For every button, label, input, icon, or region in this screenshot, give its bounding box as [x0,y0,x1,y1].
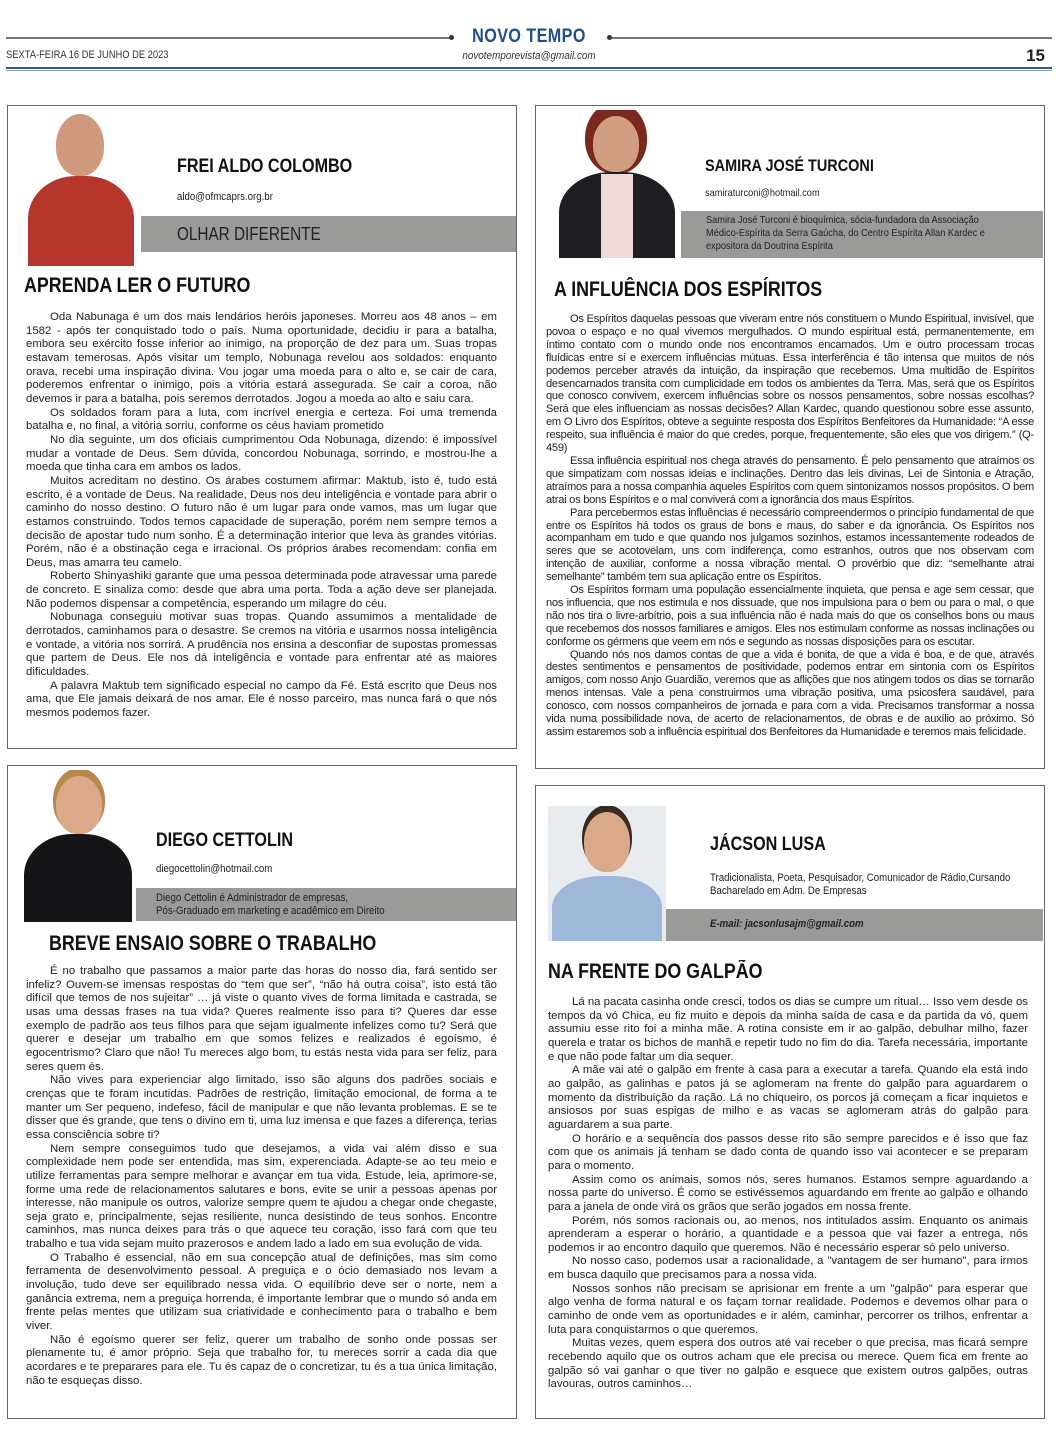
article-box-influencia [535,105,1045,769]
author-name: FREI ALDO COLOMBO [177,156,353,177]
paragraph: Não vives para experienciar algo limitado, isso são alguns dos padrões sociais e crenças que te foram incutidas. Padrões de restrição, limitação emocional, de forma a te manter um Ser pequeno, indefeso, fácil de manipular e que não levanta problemas. E se te disser que és grande, que tens o divino em ti, uma luz imensa e que fazes a diferença, terias essa consciência sobre ti? [26,1074,497,1141]
paragraph: Nobunaga conseguiu motivar suas tropas. Quando assumimos a mentalidade de derrotados, caminhamos para o desastre. Se cremos na vitória e usarmos nossa inteligência e vontade, a vitória nos sorrirá. A prudência nos ensina a desconfiar de supostas promessas que partem de Deus. Ele nos dá inteligência e vontade para enfrentar até as maiores dificuldades. [26,611,497,679]
paragraph: Os Espíritos formam uma população essencialmente inquieta, que pensa e age sem cessar, que nos influencia, que nos estimula e nos dissuade, que nos impulsiona para o bem ou para o mal, o que não nos tira o livre-arbítrio, pois a sua influência não é nada mais do que os conselhos bons ou maus que recebemos dos nossos familiares e amigos. Eles nos estimulam conforme as nossas inclinações ou conforme os gérmens que veem em nós e segundo as nossas disposições para os escutar. [546,584,1034,648]
article-body [26,965,497,1388]
header-band-thin [6,70,1052,71]
paragraph: Porém, nós somos racionais ou, ao menos, nos intitulados assim. Enquanto os animais aprenderam a esperar o horário, a quantidade e a pessoa que vai fazer a entrega, nós podemos ir ao encontro daquilo que queremos. Não é necessário esperar só pelo universo. [548,1214,1028,1254]
author-bio-line: Tradicionalista, Poeta, Pesquisador, Comunicador de Rádio,Cursando [710,872,1011,884]
author-bio-line: Médico-Espírita da Serra Gaúcha, do Centro Espírita Allan Kardec e [706,227,985,239]
paragraph: No nosso caso, podemos usar a racionalidade, a "vantagem de ser humano", para irmos em busca daquilo que precisamos para a nossa vida. [548,1255,1028,1282]
paragraph: Para percebermos estas influências é necessário compreendermos o princípio fundamental de que entre os Espíritos há todos os graus de bons e maus, do saber e da ignorância. Os Espíritos nos acompanham em tudo e que quando nos julgamos sozinhos, estamos incessantemente rodeados de seres que se acotovelam, uns com indiferença, como estranhos, outros que nos observam com intenção de auxiliar, conforme a nossa vibração mental. O provérbio que diz: “semelhante atrai semelhante” também tem sua aplicação entre os Espíritos. [546,506,1034,584]
article-title: NA FRENTE DO GALPÃO [548,960,763,983]
author-name: JÁCSON LUSA [710,834,826,855]
masthead: NOVO TEMPO [472,26,586,47]
author-email-bar [666,909,1043,941]
author-email: samiraturconi@hotmail.com [705,187,820,199]
paragraph: Muitas vezes, quem espera dos outros até vai receber o que precisa, mas ficará sempre recebendo aquilo que os outros acham que ele precisa ou merece. Quem fica em frente ao galpão só vai ganhar o que tiver no galpão e esquece que existem outros galpões, outras lavouras, outros caminhos… [548,1337,1028,1391]
paragraph: Roberto Shinyashiki garante que uma pessoa determinada pode atravessar uma parede de concreto. E sinaliza como: desde que abra uma porta. Toda a ação deve ser planejada. Não podemos dispensar a competência, esperando um milagre do céu. [26,570,497,610]
author-bio-line: Bacharelado em Adm. De Empresas [710,885,867,897]
paragraph: Nem sempre conseguimos tudo que desejamos, a vida vai além disso e sua complexidade nem pode ser entendida, mas sim, experenciada. Adapte-se ao teu meio e utilize ferramentas para sempre melhorar e avançar em tua vida. Estude, leia, aprimore-se, forme uma rede de relacionamentos salutares e bons, evite se unir a pessoas apenas por interesse, não manipule os outros, valorize sempre quem te ajudou a chegar onde chegaste, seja grato e, principalmente, sejas resiliente, nunca desistindo de teus sonhos. Encontre caminhos, mas nunca deixes para trás o que aquece teu coração, isso fará com que teu trabalho e tua vida sejam muito prazerosos e andem lado a lado em sua evolução de vida. [26,1142,497,1251]
paragraph: Assim como os animais, somos nós, seres humanos. Estamos sempre aguardando a nossa parte do universo. É como se estivéssemos aguardando em frente ao galpão e olhando para a janela de onde virá os grãos que serão jogados em nossa frente. [548,1173,1028,1213]
paragraph: Os Espíritos daquelas pessoas que viveram entre nós constituem o Mundo Espiritual, invisível, que povoa o espaço e no qual vivemos mergulhados. O mundo espiritual está, permanentemente, em íntimo contato com o mundo onde nos encontramos encarnados. Um e outro processam trocas fluídicas entre si e exercem influências mútuas. Essa interferência é tão intensa que muitos de nós podemos perceber através da intuição, da inspiração que recebemos. Uma multidão de Espíritos desencarnados transita com cumplicidade em todos os ambientes da Terra. Mas, será que os Espíritos que conosco convivem, exercem influências sobre os nossos pensamentos, sobre nossas escolhas? Será que eles influenciam as nossas decisões? Allan Kardec, quando questionou sobre esse assunto, em O Livro dos Espíritos, obteve a seguinte resposta dos Espíritos Benfeitores da Humanidade: “A esse respeito, sua influência é maior do que credes, porque, frequentemente, são eles que vos dirigem.” (Q-459) [546,313,1034,455]
author-bio-line: expositora da Doutrina Espírita [706,240,833,252]
author-photo [553,110,681,258]
paragraph: É no trabalho que passamos a maior parte das horas do nosso dia, fará sentido ser infeliz? Ouvem-se imensas respostas do “tem que ser”, “não há outra coisa”, isto está tão difícil que temos de nos sujeitar” … já viste o quanto vives de forma limitada e castrada, se usas uma dessas frases na tua vida? Queres realmente isso para ti? Queres dar esse exemplo de padrão aos teus filhos para que sejam igualmente infelizes como tu? Será que querer e desejar um trabalho em que somos felizes e realizados é egoísmo, é egocentrismo? Claro que não! Tu mereces algo bom, tu estás nesta vida para ser feliz, para seres quem és. [26,965,497,1073]
column-name: OLHAR DIFERENTE [177,224,321,244]
paragraph: Quando nós nos damos contas de que a vida é bonita, de que a vida é boa, e de que, através destes sentimentos e pensamentos de positividade, podemos entrar em sintonia com os Espíritos amigos, com nosso Anjo Guardião, veremos que as aflições que nos atingem todos os dias se tornarão menos intensas. Vale a pena construirmos uma vibração positiva, uma psicosfera saudável, para conosco, com nossos companheiros de jornada e para com a vida. Precisamos transformar a nossa vida numa possibilidade nova, de acerto de relacionamentos, de obras e de auxílio ao próximo. Só assim estaremos sob a influência espiritual dos Benfeitores da Humanidade e teremos mais felicidade. [546,648,1034,738]
paragraph: Oda Nabunaga é um dos mais lendários heróis japoneses. Morreu aos 48 anos – em 1582 - após ter conquistado todo o país. Numa oportunidade, decidiu ir para a batalha, embora seu exército fosse inferior ao inimigo, na proporção de dez para um. Suas tropas estavam temerosas. Após visitar um templo, Nobunaga revelou aos soldados: enquanto orava, recebi uma inspiração divina. Vou jogar uma moeda para o alto e, se cair de cara, poderemos enfrentar o inimigo, pois a vitória estará assegurada. Se cair a coroa, não devemos ir para a batalha, pois seremos derrotados. Jogou a moeda ao alto e saiu cara. [26,311,497,405]
paragraph: Muitos acreditam no destino. Os árabes costumem afirmar: Maktub, isto é, tudo está escrito, é a vontade de Deus. Na realidade, Deus nos deu inteligência e vontade para abrir o caminho do nosso destino. O futuro não é um lugar para onde vamos, mas um lugar que estamos construindo. Todos temos capacidade de superação, porém nem sempre temos a decisão de apostar tudo num sonho. É a determinação interior que leva às grandes vitórias. Porém, não é a obstinação cega e irracional. Os próprios árabes recomendam: confia em Deus, mas amarra teu camelo. [26,474,497,569]
article-title: A INFLUÊNCIA DOS ESPÍRITOS [554,278,823,301]
author-email: aldo@ofmcaprs.org.br [177,191,273,203]
author-bio [710,872,1051,898]
paragraph: A palavra Maktub tem significado especial no campo da Fé. Está escrito que Deus nos ama, que Ele jamais deixará de nos amar. Ele é nosso parceiro, mas nunca fará o que nós mesmos podemos fazer. [26,679,497,720]
article-box-trabalho [7,765,517,1419]
author-bio-bar [136,888,516,921]
article-title: BREVE ENSAIO SOBRE O TRABALHO [49,932,377,955]
paragraph: Os soldados foram para a luta, com incrível energia e certeza. Foi uma tremenda batalha e, no final, a vitória sorriu, conforme os céus haviam prometido [26,406,497,433]
paragraph: Não é egoísmo querer ser feliz, querer um trabalho de sonho onde possas ser plenamente tu, é amor próprio. Seja que trabalho for, tu mereces sorrir a cada dia que acordares e te preparares para ele. Tu és capaz de o concretizar, tu és a tua única limitação, não te esqueças disso. [26,1333,497,1387]
column-name-bar [141,216,516,252]
article-title: APRENDA LER O FUTURO [24,274,251,297]
author-name: SAMIRA JOSÉ TURCONI [705,156,874,175]
paragraph: O Trabalho é essencial, não em sua concepção atual de definições, mas sim como ferramenta de desenvolvimento pessoal. A preguiça e o ócio demasiado nos levam a involução, tudo deve ser equilibrado nessa vida. O equilíbrio deve ser o norte, nem a ganância extrema, nem a preguiça horrenda, é importante lembrar que o mundo só anda em frente pelas mentes que utilizam sua criatividade e conhecimento para o trabalho e bem viver. [26,1251,497,1333]
author-email: E-mail: jacsonlusajm@gmail.com [710,918,864,930]
author-bio-bar [681,211,1043,258]
article-box-galpao [535,785,1045,1419]
paragraph: O horário e a sequência dos passos desse rito são sempre parecidos e é isso que faz com que os animais já tenham se dado conta de quando isso vai acontecer e se preparam para o momento. [548,1132,1028,1172]
issue-date: SEXTA-FEIRA 16 DE JUNHO DE 2023 [6,49,169,61]
paragraph: Lá na pacata casinha onde cresci, todos os dias se cumpre um ritual… Isso vem desde os tempos da vó Chica, eu fiz muito e depois da minha saída de casa e da partida da vó, quem assumiu esse rito foi a minha mãe. A rotina consiste em ir ao galpão, debulhar milho, fazer querela e tratar os bichos de manhã e repetir tudo no fim do dia. Tarefa necessária, importante e que não pode faltar um dia sequer. [548,996,1028,1063]
author-email: diegocettolin@hotmail.com [156,863,273,875]
author-bio-line: Samira José Turconi é bioquímica, sócia-fundadora da Associação [706,214,979,226]
author-photo [548,806,666,941]
paragraph: No dia seguinte, um dos oficiais cumprimentou Oda Nobunaga, dizendo: é impossível mudar a vontade de Deus. Sem dúvida, concordou Nobunaga, sorrindo, e mostrou-lhe a moeda que tinha cara em ambos os lados. [26,433,497,474]
article-body [546,313,1034,739]
author-photo [20,770,136,922]
paragraph: A mãe vai até o galpão em frente à casa para a executar a tarefa. Quando ela está indo ao galpão, as galinhas e patos já se aglomeram na frente do galpão para aguardarem o momento da distribuição da ração. Lá no chiqueiro, os porcos já começam a ficar inquietos e ansiosos por suas espigas de milho e as vacas se aglomeram atrás do galpão para aguardarem a sua parte. [548,1064,1028,1131]
header-band [6,67,1052,69]
paragraph: Nossos sonhos não precisam se aprisionar em frente a um "galpão" para esperar que algo venha de forma natural e os façam tornar realidade. Podemos e devemos olhar para o caminho de onde vem as oportunidades e ir além, caminhar, percorrer os trilhos, enfrentar a luta para conquistarmos o que queremos. [548,1282,1028,1336]
paragraph: Essa influência espiritual nos chega através do pensamento. É pelo pensamento que atraímos os que simpatizam com nossas ideias e inclinações. Dentro das leis divinas, Lei de Sintonia e Atração, atraímos para a nossa companhia aqueles Espíritos com quem sintonizamos nossos propósitos. O bem atrai os bons Espíritos e o mal conviverá com a ignorância dos maus Espíritos. [546,454,1034,506]
author-bio-line: Pós-Graduado em marketing e acadêmico em Direito [156,905,385,917]
author-photo [20,106,142,266]
author-bio-line: Diego Cettolin é Administrador de empresas, [156,892,349,904]
header-email: novotemporevista@gmail.com [462,50,596,62]
article-body [26,311,497,721]
article-box-aprenda [7,105,517,749]
article-body [548,996,1028,1392]
page-number: 15 [1026,46,1045,65]
author-name: DIEGO CETTOLIN [156,830,293,851]
